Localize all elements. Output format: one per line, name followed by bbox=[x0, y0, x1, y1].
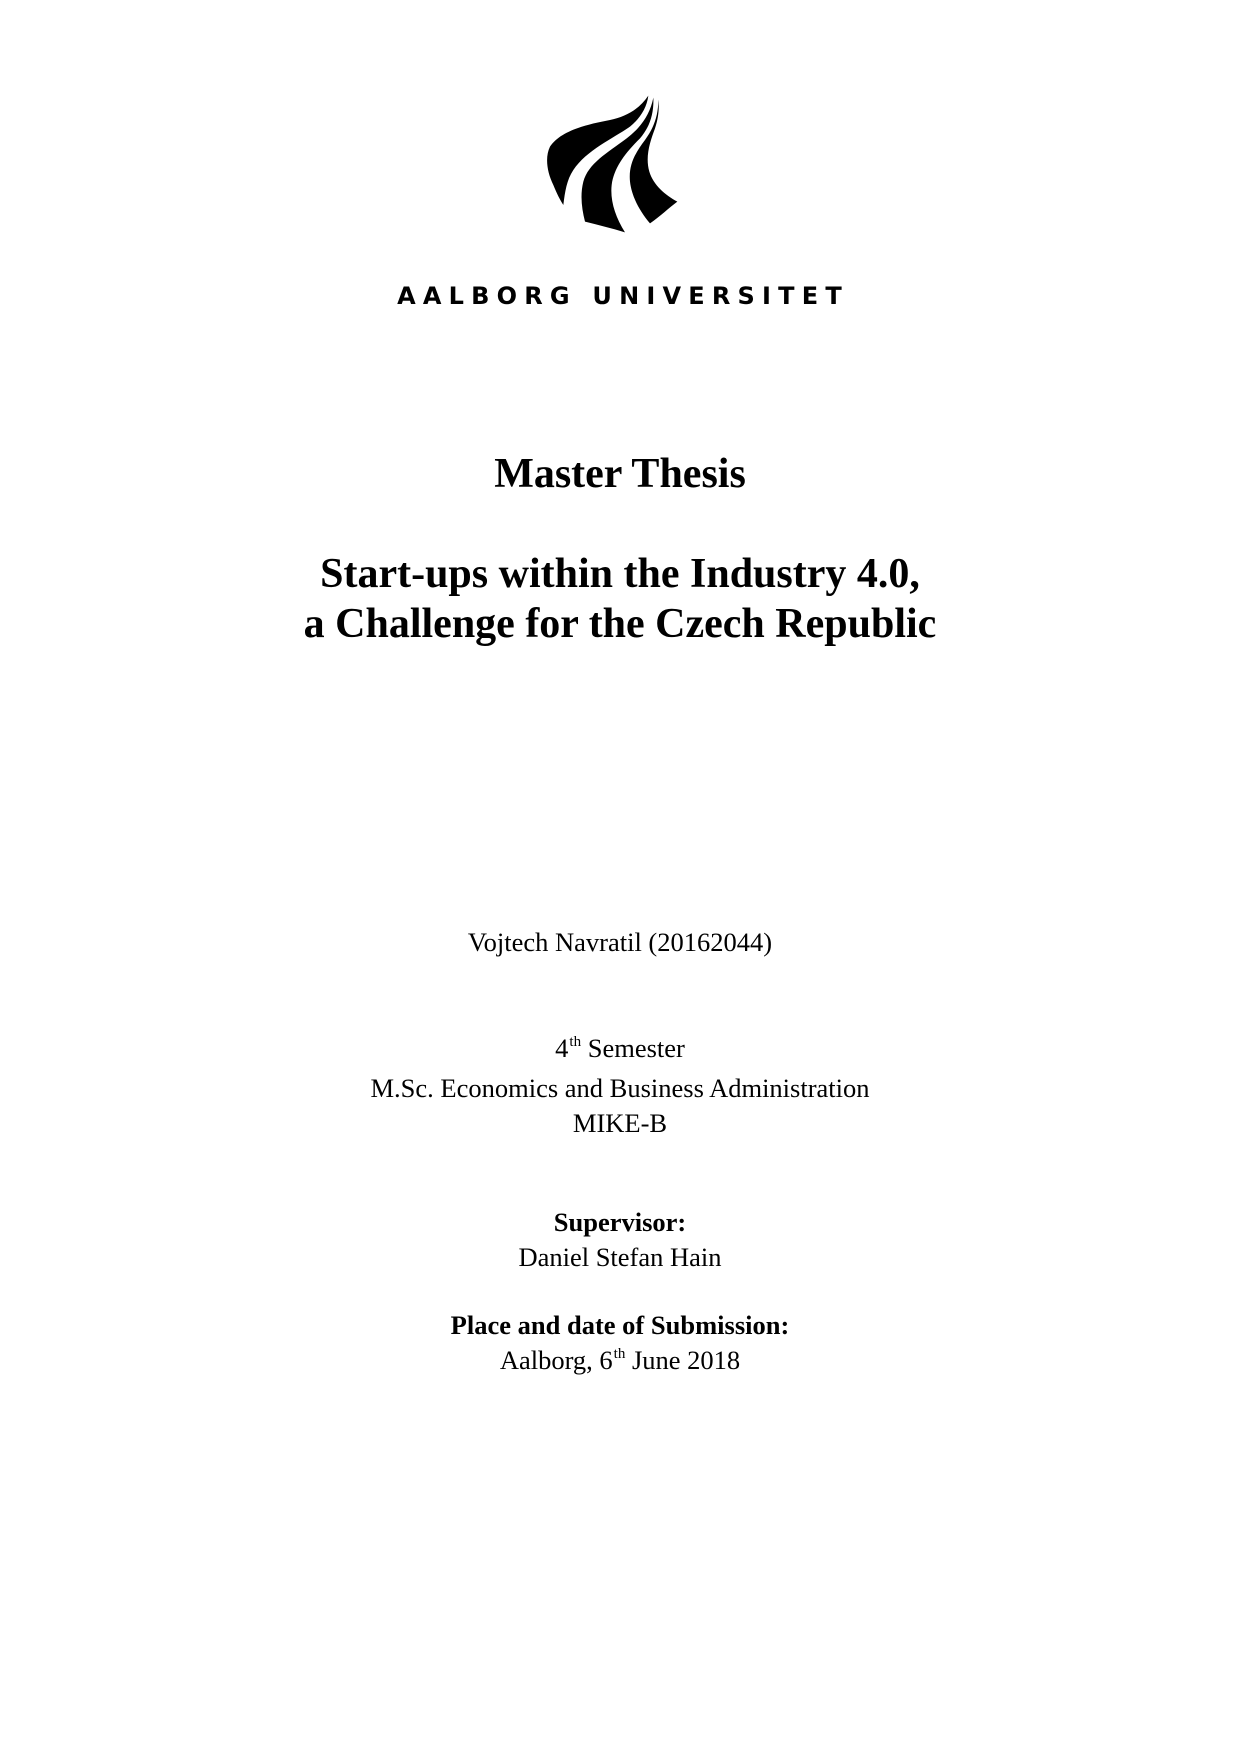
degree: M.Sc. Economics and Business Administration bbox=[370, 1073, 870, 1103]
document-type-title: Master Thesis bbox=[494, 451, 746, 497]
author-name: Vojtech Navratil (20162044) bbox=[467, 927, 773, 957]
submission-block bbox=[0, 1308, 1240, 1383]
university-wordmark: AALBORG UNIVERSITET bbox=[397, 282, 849, 310]
program-info bbox=[0, 1031, 1240, 1141]
submission-date: Aalborg, 6th June 2018 bbox=[499, 1345, 741, 1375]
supervisor-name: Daniel Stefan Hain bbox=[518, 1242, 722, 1272]
thesis-title-line-1: Start-ups within the Industry 4.0, bbox=[320, 551, 920, 597]
aalborg-university-logo-icon bbox=[530, 85, 710, 245]
submission-label: Place and date of Submission: bbox=[450, 1310, 790, 1340]
semester: 4th Semester bbox=[555, 1033, 685, 1063]
thesis-title-line-2: a Challenge for the Czech Republic bbox=[303, 601, 937, 647]
supervisor-label: Supervisor: bbox=[553, 1207, 687, 1237]
supervisor-block bbox=[0, 1205, 1240, 1275]
thesis-title bbox=[0, 549, 1240, 649]
track: MIKE-B bbox=[572, 1108, 668, 1138]
